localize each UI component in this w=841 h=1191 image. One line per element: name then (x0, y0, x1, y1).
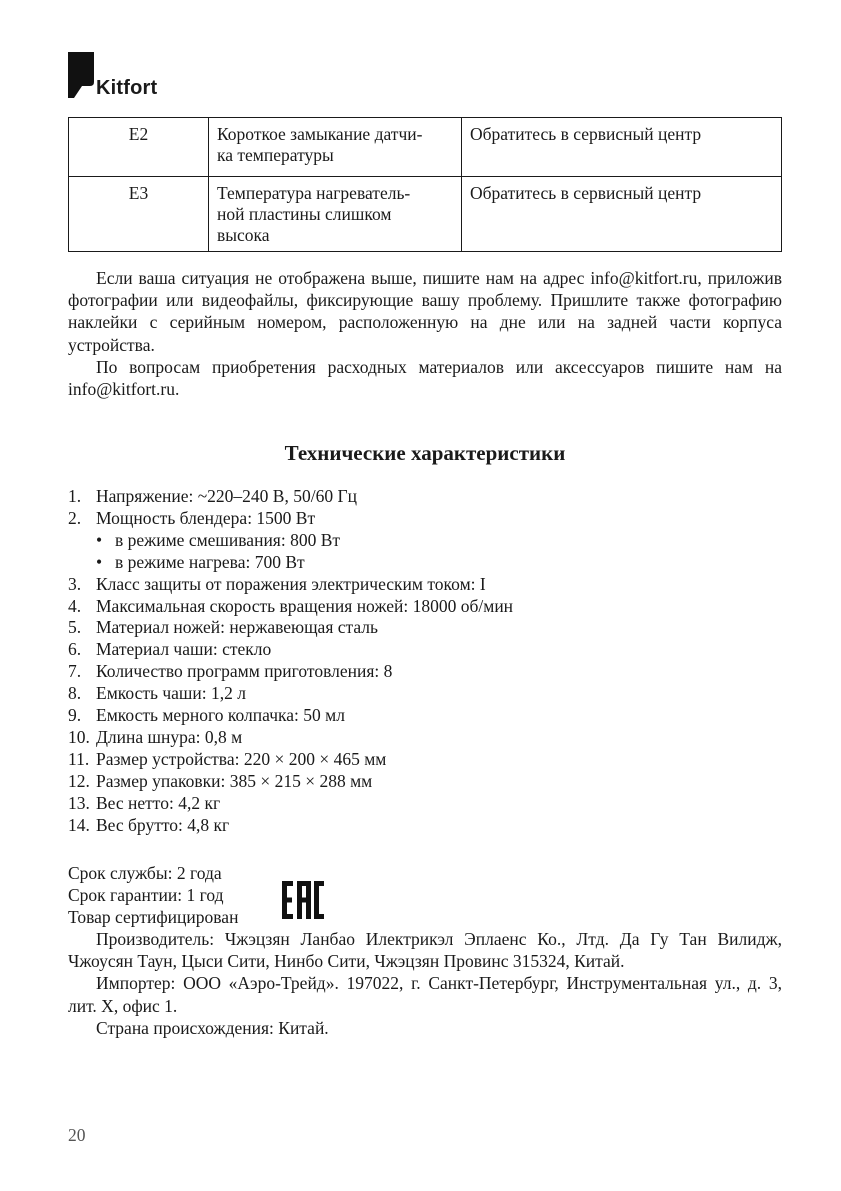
list-text: Емкость чаши: 1,2 л (96, 683, 246, 704)
list-number: 4. (68, 595, 82, 616)
origin-paragraph: Страна происхождения: Китай. (96, 1017, 329, 1038)
list-number: 14. (68, 814, 90, 835)
list-text: Мощность блендера: 1500 Вт (96, 507, 316, 528)
error-table (68, 117, 782, 252)
warranty-section (68, 862, 782, 929)
list-item (68, 793, 782, 815)
specs-heading: Технические характеристики (284, 441, 566, 465)
list-text: Максимальная скорость вращения ножей: 18000 об/мин (96, 595, 514, 616)
sub-list-item (68, 552, 782, 574)
list-text: Напряжение: ~220–240 В, 50/60 Гц (96, 486, 357, 506)
list-item (68, 661, 782, 683)
error-code: E3 (69, 177, 209, 252)
brand-name: Kitfort (96, 77, 158, 99)
accessories-paragraph: По вопросам приобретения расходных материалов или аксессуаров пишите нам на info@kitfort.ru. (68, 356, 782, 400)
list-item (68, 596, 782, 618)
error-action: Обратитесь в сервисный центр (462, 118, 782, 177)
list-number: 6. (68, 639, 82, 660)
list-text: Вес нетто: 4,2 кг (96, 792, 221, 813)
list-number: 1. (68, 486, 82, 506)
manufacturer-paragraph: Производитель: Чжэцзян Ланбао Илектрикэл Эплаенс Ко., Лтд. Да Гу Тан Вилидж, Чжоусян Таун, Цыси Сити, Нинбо Сити, Чжэцзян Провинс 315324, Китай. (68, 929, 782, 972)
error-description-line: Короткое замыкание датчи- (217, 124, 423, 144)
kitfort-logo (68, 46, 157, 98)
certification-text: Товар сертифицирован (68, 907, 239, 928)
error-code: E2 (69, 118, 209, 177)
error-description (209, 118, 462, 177)
eac-mark-icon (282, 881, 324, 919)
list-text: Размер упаковки: 385 × 215 × 288 мм (96, 770, 373, 791)
list-text: Длина шнура: 0,8 м (96, 726, 243, 747)
warranty-period: Срок гарантии: 1 год (68, 885, 224, 906)
list-text: Класс защиты от поражения электрическим током: I (96, 573, 486, 594)
list-text: Материал чаши: стекло (96, 639, 272, 660)
list-number: 3. (68, 573, 82, 594)
list-text: Емкость мерного колпачка: 50 мл (96, 705, 345, 726)
list-number: 13. (68, 792, 90, 813)
list-item (68, 705, 782, 727)
bullet-icon: • (96, 551, 103, 572)
list-number: 9. (68, 705, 82, 726)
error-description-line: высока (217, 225, 270, 245)
manufacturer-section (68, 928, 782, 1039)
list-text: Размер устройства: 220 × 200 × 465 мм (96, 748, 387, 769)
table-row (69, 177, 782, 252)
error-description-line: ной пластины слишком (217, 204, 392, 224)
list-number: 2. (68, 507, 82, 528)
table-row (69, 118, 782, 177)
list-number: 11. (68, 748, 90, 769)
list-item (68, 508, 782, 530)
list-number: 5. (68, 617, 82, 638)
kitfort-flag-icon (68, 52, 94, 98)
error-description-line: ка температуры (217, 145, 334, 165)
list-item (68, 771, 782, 793)
list-item (68, 574, 782, 596)
list-item (68, 815, 782, 837)
error-description (209, 177, 462, 252)
list-item (68, 486, 782, 508)
list-item (68, 617, 782, 639)
service-life: Срок службы: 2 года (68, 863, 222, 883)
error-description-line: Температура нагреватель- (217, 183, 411, 203)
list-number: 10. (68, 726, 90, 747)
list-text: Материал ножей: нержавеющая сталь (96, 617, 379, 638)
specs-list (68, 486, 782, 837)
list-text: Вес брутто: 4,8 кг (96, 814, 230, 835)
list-text: Количество программ приготовления: 8 (96, 661, 393, 682)
contact-section (68, 267, 782, 400)
contact-paragraph: Если ваша ситуация не отображена выше, пишите нам на адрес info@kitfort.ru, приложив фотографии или видеофайлы, фиксирующие вашу проблему. Пришлите также фотографию наклейки с серийным номером, расположенную на дне или на задней части корпуса устройства. (68, 268, 782, 355)
list-number: 7. (68, 661, 82, 682)
list-item (68, 683, 782, 705)
bullet-icon: • (96, 529, 103, 550)
page-number: 20 (68, 1125, 86, 1145)
list-number: 12. (68, 770, 90, 791)
error-action: Обратитесь в сервисный центр (462, 177, 782, 252)
importer-paragraph: Импортер: ООО «Аэро-Трейд». 197022, г. Санкт-Петербург, Инструментальная ул., д. 3, лит. Х, офис 1. (68, 973, 782, 1016)
sub-list-text: в режиме нагрева: 700 Вт (115, 551, 305, 572)
list-item (68, 749, 782, 771)
sub-list-item (68, 530, 782, 552)
list-item (68, 727, 782, 749)
list-item (68, 639, 782, 661)
sub-list-text: в режиме смешивания: 800 Вт (115, 529, 341, 550)
list-number: 8. (68, 683, 82, 704)
